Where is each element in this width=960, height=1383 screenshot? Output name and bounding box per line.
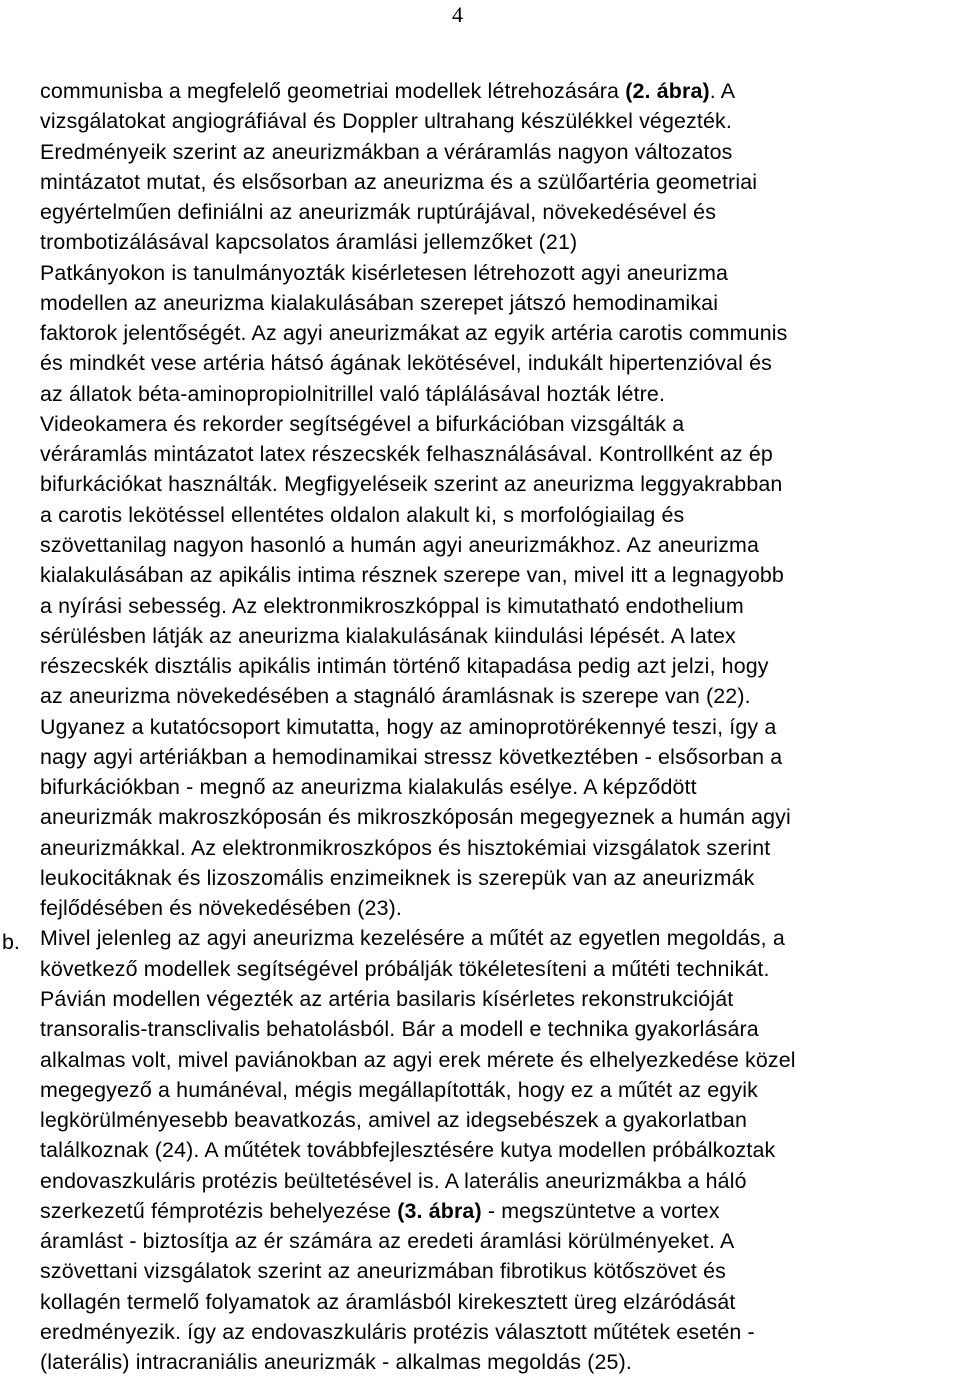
text-line: [40, 137, 955, 167]
text-run: bifurkációkban - megnő az aneurizma kialakulás esélye. A képződött: [40, 775, 697, 800]
text-line: [40, 76, 955, 106]
text-run: a nyírási sebesség. Az elektronmikroszkóppal is kimutatható endothelium: [40, 593, 744, 618]
text-run: eredményezik. így az endovaszkuláris protézis választott műtétek esetén -: [40, 1319, 755, 1344]
text-line: [40, 923, 955, 953]
text-line: [40, 863, 955, 893]
text-line: [40, 1135, 955, 1165]
text-line: [40, 1045, 955, 1075]
text-line: [40, 651, 955, 681]
text-run: kollagén termelő folyamatok az áramlásból kirekesztett üreg elzáródását: [40, 1289, 736, 1314]
text-run: egyértelműen definiálni az aneurizmák ruptúrájával, növekedésével és: [40, 200, 717, 225]
text-run: mintázatot mutat, és elsősorban az aneurizma és a szülőartéria geometriai: [40, 169, 758, 194]
page-number: 4: [452, 2, 463, 27]
text-run: modellen az aneurizma kialakulásában szerepet játszó hemodinamikai: [40, 290, 719, 315]
text-line: [40, 530, 955, 560]
text-run: az aneurizma növekedésében a stagnáló áramlásnak is szerepe van (22).: [40, 684, 751, 709]
text-line: [40, 258, 955, 288]
text-run: kialakulásában az apikális intima résznek szerepe van, mivel itt a legnagyobb: [40, 563, 784, 588]
figure-reference: (3. ábra): [397, 1198, 482, 1223]
text-run: következő modellek segítségével próbálják tökéletesíteni a műtéti technikát.: [40, 956, 770, 981]
text-run: Videokamera és rekorder segítségével a bifurkációban vizsgálták a: [40, 411, 685, 436]
text-run: alkalmas volt, mivel paviánokban az agyi erek mérete és elhelyezkedése közel: [40, 1047, 796, 1072]
text-line: [40, 1196, 955, 1226]
text-run: a carotis lekötéssel ellentétes oldalon alakult ki, s morfológiailag és: [40, 502, 685, 527]
text-run: leukocitáknak és lizoszomális enzimeiknek is szerepük van az aneurizmák: [40, 865, 755, 890]
text-run: legkörülményesebb beavatkozás, amivel az idegsebészek a gyakorlatban: [40, 1108, 747, 1133]
text-run: találkoznak (24). A műtétek továbbfejlesztésére kutya modellen próbálkoztak: [40, 1138, 776, 1163]
text-line: [40, 591, 955, 621]
body-text: [40, 76, 955, 1377]
list-marker-b: b.: [2, 930, 20, 954]
text-line: [40, 954, 955, 984]
text-line: [40, 1105, 955, 1135]
text-line: [40, 833, 955, 863]
text-run: az állatok béta-aminopropiolnitrillel való táplálásával hozták létre.: [40, 381, 666, 406]
text-line: [40, 379, 955, 409]
text-line: [40, 1256, 955, 1286]
text-run: Eredményeik szerint az aneurizmákban a véráramlás nagyon változatos: [40, 139, 733, 164]
text-line: [40, 984, 955, 1014]
text-line: [40, 560, 955, 590]
text-run: részecskék disztális apikális intimán történő kitapadása pedig azt jelzi, hogy: [40, 654, 769, 679]
text-run: Ugyanez a kutatócsoport kimutatta, hogy az aminoprotörékennyé teszi, így a: [40, 714, 777, 739]
text-line: [40, 681, 955, 711]
text-run: és mindkét vese artéria hátsó ágának lekötésével, indukált hipertenzióval és: [40, 351, 772, 376]
text-run: aneurizmák makroszkóposán és mikroszkóposán megegyeznek a humán agyi: [40, 805, 791, 830]
text-run: szerkezetű fémprotézis behelyezése: [40, 1198, 398, 1223]
text-line: [40, 742, 955, 772]
text-run: (laterális) intracraniális aneurizmák - alkalmas megoldás (25).: [40, 1350, 632, 1375]
text-line: [40, 106, 955, 136]
text-run: áramlást - biztosítja az ér számára az eredeti áramlási körülményeket. A: [40, 1229, 735, 1254]
text-line: [40, 1014, 955, 1044]
text-run: vizsgálatokat angiográfiával és Doppler ultrahang készülékkel végezték.: [40, 109, 732, 134]
text-line: [40, 1226, 955, 1256]
text-run: - megszüntetve a vortex: [481, 1198, 720, 1223]
text-line: [40, 893, 955, 923]
figure-reference: (2. ábra): [625, 79, 710, 103]
text-run: transoralis-transclivalis behatolásból. Bár a modell e technika gyakorlására: [40, 1017, 759, 1042]
text-line: [40, 1166, 955, 1196]
text-run: communisba a megfelelő geometriai modellek létrehozására: [40, 79, 626, 103]
text-run: megegyező a humánéval, mégis megállapították, hogy ez a műtét az egyik: [40, 1077, 758, 1102]
text-line: [40, 1317, 955, 1347]
text-run: Pávián modellen végezték az artéria basilaris kísérletes rekonstrukcióját: [40, 986, 734, 1011]
text-line: [40, 621, 955, 651]
text-line: [40, 167, 955, 197]
text-line: [40, 197, 955, 227]
text-line: [40, 227, 955, 257]
text-line: [40, 439, 955, 469]
text-line: [40, 500, 955, 530]
text-run: fejlődésében és növekedésében (23).: [40, 896, 403, 921]
text-line: [40, 772, 955, 802]
text-line: [40, 802, 955, 832]
text-run: endovaszkuláris protézis beültetésével is. A laterális aneurizmákba a háló: [40, 1168, 747, 1193]
text-line: [40, 288, 955, 318]
text-line: [40, 469, 955, 499]
text-line: [40, 1075, 955, 1105]
text-run: Patkányokon is tanulmányozták kisérletesen létrehozott agyi aneurizma: [40, 260, 729, 285]
text-run: Mivel jelenleg az agyi aneurizma kezelésére a műtét az egyetlen megoldás, a: [40, 926, 785, 951]
text-line: [40, 1347, 955, 1377]
text-line: [40, 348, 955, 378]
text-run: bifurkációkat használták. Megfigyeléseik szerint az aneurizma leggyakrabban: [40, 472, 783, 497]
text-line: [40, 712, 955, 742]
text-run: aneurizmákkal. Az elektronmikroszkópos és hisztokémiai vizsgálatok szerint: [40, 835, 771, 860]
text-run: szövettani vizsgálatok szerint az aneurizmában fibrotikus kötőszövet és: [40, 1259, 726, 1284]
text-run: szövettanilag nagyon hasonló a humán agyi aneurizmákhoz. Az aneurizma: [40, 532, 760, 557]
text-run: sérülésben látják az aneurizma kialakulásának kiindulási lépését. A latex: [40, 623, 736, 648]
text-run: trombotizálásával kapcsolatos áramlási jellemzőket (21): [40, 230, 578, 255]
text-line: [40, 409, 955, 439]
text-run: véráramlás mintázatot latex részecskék felhasználásával. Kontrollként az ép: [40, 442, 773, 467]
text-run: . A: [709, 79, 736, 103]
text-line: [40, 1287, 955, 1317]
text-run: faktorok jelentőségét. Az agyi aneurizmákat az egyik artéria carotis communis: [40, 321, 788, 346]
text-run: nagy agyi artériákban a hemodinamikai stressz következtében - elsősorban a: [40, 744, 783, 769]
text-line: [40, 318, 955, 348]
